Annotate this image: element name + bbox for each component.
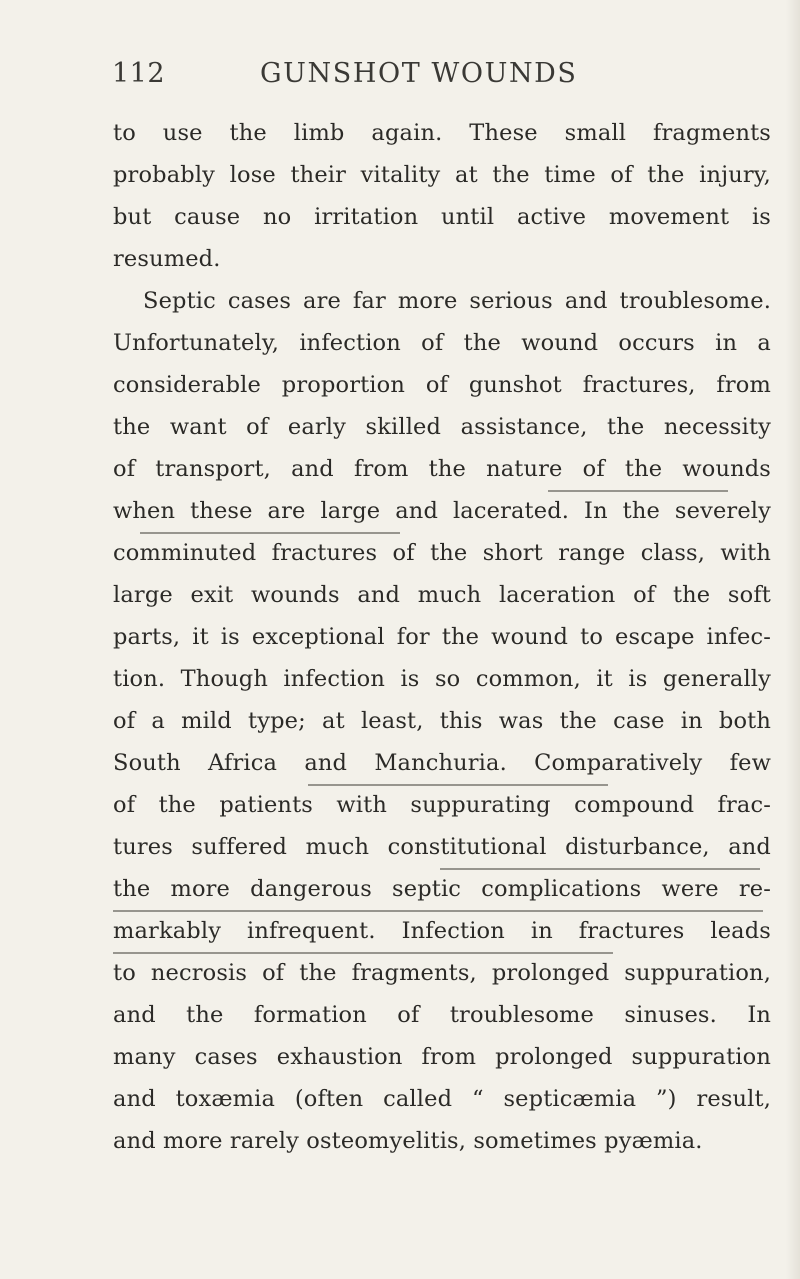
text-line: comminuted fractures of the short range class, with	[113, 540, 771, 566]
text-line: when these are large and lacerated. In the severely	[113, 498, 771, 524]
text-line: parts, it is exceptional for the wound to escape infec-	[113, 624, 771, 650]
pencil-underline	[140, 532, 400, 534]
paragraph-first-line: Septic cases are far more serious and troublesome.	[143, 288, 771, 314]
text-line: to use the limb again. These small fragments	[113, 120, 771, 146]
text-line: many cases exhaustion from prolonged suppuration	[113, 1044, 771, 1070]
body-text	[113, 112, 771, 1162]
text-line: considerable proportion of gunshot fractures, from	[113, 372, 771, 398]
text-line: of transport, and from the nature of the wounds	[113, 456, 771, 482]
text-line: markably infrequent. Infection in fractures leads	[113, 918, 771, 944]
text-line: and the formation of troublesome sinuses. In	[113, 1002, 771, 1028]
text-line: and more rarely osteomyelitis, sometimes pyæmia.	[113, 1128, 703, 1154]
text-line: South Africa and Manchuria. Comparatively few	[113, 750, 771, 776]
running-title: GUNSHOT WOUNDS	[260, 58, 578, 89]
pencil-underline	[113, 952, 613, 954]
text-line: large exit wounds and much laceration of the soft	[113, 582, 771, 608]
pencil-underline	[113, 910, 763, 912]
text-line: the more dangerous septic complications were re-	[113, 876, 771, 902]
text-line: and toxæmia (often called “ septicæmia ”) result,	[113, 1086, 771, 1112]
text-line: resumed.	[113, 246, 221, 272]
text-line: but cause no irritation until active movement is	[113, 204, 771, 230]
running-head	[112, 58, 772, 98]
text-line: probably lose their vitality at the time of the injury,	[113, 162, 771, 188]
page-edge-shadow	[786, 0, 800, 1279]
text-line: of the patients with suppurating compound frac-	[113, 792, 771, 818]
page-number: 112	[112, 58, 166, 89]
text-line: tion. Though infection is so common, it is generally	[113, 666, 771, 692]
pencil-underline	[548, 490, 728, 492]
pencil-underline	[440, 868, 760, 870]
text-line: tures suffered much constitutional disturbance, and	[113, 834, 771, 860]
pencil-underline	[308, 784, 608, 786]
text-line: of a mild type; at least, this was the case in both	[113, 708, 771, 734]
text-line: to necrosis of the fragments, prolonged suppuration,	[113, 960, 771, 986]
text-line: Unfortunately, infection of the wound occurs in a	[113, 330, 771, 356]
text-line: the want of early skilled assistance, the necessity	[113, 414, 771, 440]
